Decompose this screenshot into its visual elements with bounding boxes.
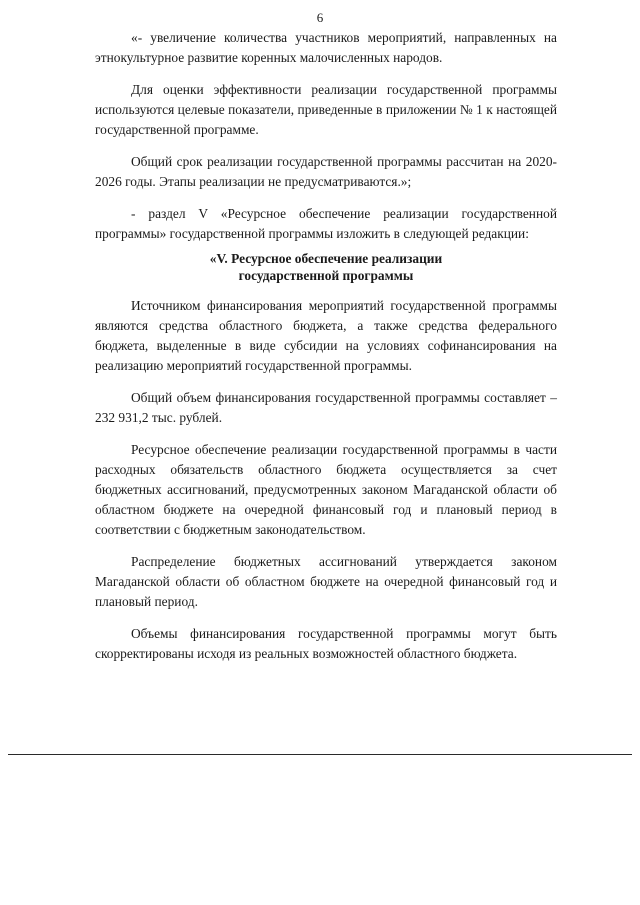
section-heading [95, 250, 557, 284]
paragraph-funding-total: Общий объем финансирования государственной программы составляет – 232 931,2 тыс. рублей. [95, 390, 557, 425]
paragraph-term: Общий срок реализации государственной программы рассчитан на 2020-2026 годы. Этапы реализации не предусматриваются.»; [95, 154, 557, 189]
paragraph-participants: «- увеличение количества участников мероприятий, направленных на этнокультурное развитие коренных малочисленных народов. [95, 30, 557, 65]
paragraph-indicators: Для оценки эффективности реализации государственной программы используются целевые показатели, приведенные в приложении № 1 к настоящей государственной программе. [95, 82, 557, 137]
page-number: 6 [316, 10, 324, 25]
horizontal-rule [8, 754, 632, 755]
paragraph-section-v-intro: - раздел V «Ресурсное обеспечение реализации государственной программы» государственной программы изложить в следующей редакции: [95, 206, 557, 241]
paragraph-resource-support: Ресурсное обеспечение реализации государственной программы в части расходных обязательств областного бюджета осуществляется за счет бюджетных ассигнований, предусмотренных законом Магаданской области об областном бюджете на очередной финансовый год и плановый период в соответствии с бюджетным законодательством. [95, 442, 557, 537]
paragraph-allocation: Распределение бюджетных ассигнований утверждается законом Магаданской области об областном бюджете на очередной финансовый год и плановый период. [95, 554, 557, 609]
document-body [95, 28, 557, 676]
paragraph-adjustment: Объемы финансирования государственной программы могут быть скорректированы исходя из реальных возможностей областного бюджета. [95, 626, 557, 661]
paragraph-funding-source: Источником финансирования мероприятий государственной программы являются средства областного бюджета, а также средства федерального бюджета, выделенные в виде субсидии на условиях софинансирования на реализацию мероприятий государственной программы. [95, 298, 557, 373]
section-heading-line-2: государственной программы [238, 268, 414, 283]
section-heading-line-1: «V. Ресурсное обеспечение реализации [209, 251, 443, 266]
